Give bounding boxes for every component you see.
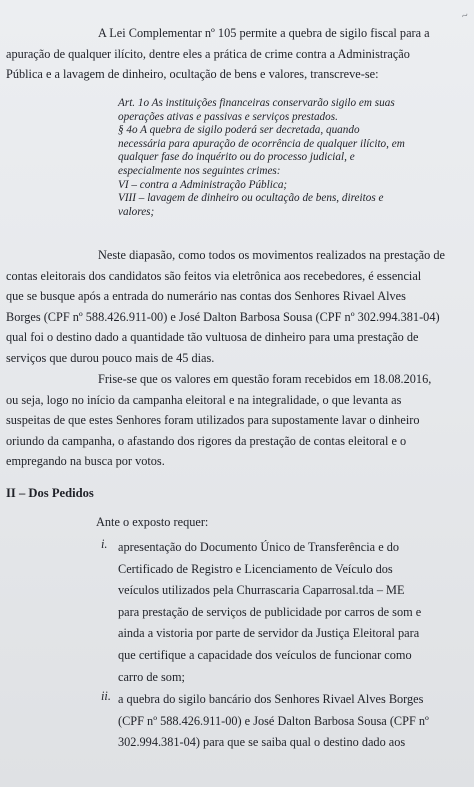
quote-line: especialmente nos seguintes crimes: <box>118 164 281 177</box>
quote-line: necessária para apuração de ocorrência de qualquer ilícito, em <box>118 137 405 150</box>
item-line: veículos utilizados pela Churrascaria Caparrosal.tda – ME <box>118 583 405 598</box>
paragraph-line: serviços que durou pouco mais de 45 dias. <box>6 350 215 365</box>
paragraph-line: empregando na busca por votos. <box>6 454 165 468</box>
paragraph-line: Pública e a lavagem de dinheiro, ocultação de bens e valores, transcreve-se: <box>6 67 379 81</box>
paragraph-line: Frise-se que os valores em questão foram recebidos em 18.08.2016, <box>98 372 432 386</box>
item-line: Certificado de Registro e Licenciamento de Veículo dos <box>118 561 393 576</box>
paragraph-lei-complementar <box>6 23 460 85</box>
item-text <box>118 537 450 688</box>
paragraph-line: ou seja, logo no início da campanha eleitoral e na integralidade, o que levanta as <box>6 392 402 407</box>
paragraph-line: contas eleitorais dos candidatos são feitos via eletrônica aos recebedores, é essencial <box>6 268 422 283</box>
paragraph-line: qual foi o destino dado a quantidade tão vultuosa de dinheiro para uma prestação de <box>6 330 419 344</box>
item-line: ainda a vistoria por parte de servidor da Justiça Eleitoral para <box>118 626 420 641</box>
item-line: para prestação de serviços de publicidade por carros de som e <box>118 604 422 619</box>
quote-line: valores; <box>118 205 155 218</box>
paragraph-line: apuração de qualquer ilícito, dentre eles a prática de crime contra a Administração <box>6 46 410 61</box>
item-line: (CPF nº 588.426.911-00) e José Dalton Barbosa Sousa (CPF nº <box>118 713 429 728</box>
item-number: i. <box>101 537 108 551</box>
paragraph-line: Neste diapasão, como todos os movimentos realizados na prestação de <box>98 248 445 262</box>
paragraph-diapasao <box>6 245 460 368</box>
item-text <box>118 689 450 754</box>
item-line: carro de som; <box>118 669 185 684</box>
quote-line: operações ativas e passivas e serviços prestados. <box>118 110 338 123</box>
quote-line: VIII – lavagem de dinheiro ou ocultação de bens, direitos e <box>118 192 384 205</box>
quote-line: qualquer fase do inquérito ou do processo judicial, e <box>118 151 355 164</box>
section-heading: II – Dos Pedidos <box>6 486 94 500</box>
requests-intro: Ante o exposto requer: <box>96 515 209 529</box>
quote-line: Art. 1o As instituições financeiras conservarão sigilo em suas <box>118 97 395 109</box>
paragraph-line: que se busque após a entrada do numerário nas contas dos Senhores Rivael Alves <box>6 289 406 303</box>
margin-scribble: ~ <box>460 9 470 23</box>
paragraph-frise-se <box>6 369 460 472</box>
paragraph-line: suspeitas de que estes Senhores foram utilizados para supostamente lavar o dinheiro <box>6 413 420 427</box>
quote-line: VI – contra a Administração Pública; <box>118 178 288 191</box>
item-line: 302.994.381-04) para que se saiba qual o destino dado aos <box>118 735 406 750</box>
paragraph-line: oriundo da campanha, o afastando dos rigores da prestação de contas eleitoral e o <box>6 433 407 448</box>
item-line: a quebra do sigilo bancário dos Senhores Rivael Alves Borges <box>118 692 424 706</box>
item-line: que certifique a capacidade dos veículos de funcionar como <box>118 647 412 662</box>
item-line: apresentação do Documento Único de Transferência e do <box>118 540 400 554</box>
quote-line: § 4o A quebra de sigilo poderá ser decretada, quando <box>118 124 360 137</box>
paragraph-line: Borges (CPF nº 588.426.911-00) e José Dalton Barbosa Sousa (CPF nº 302.994.381-04) <box>6 309 440 324</box>
paragraph-line: A Lei Complementar nº 105 permite a quebra de sigilo fiscal para a <box>98 26 430 40</box>
legal-quote <box>118 97 458 219</box>
item-number: ii. <box>101 689 111 703</box>
